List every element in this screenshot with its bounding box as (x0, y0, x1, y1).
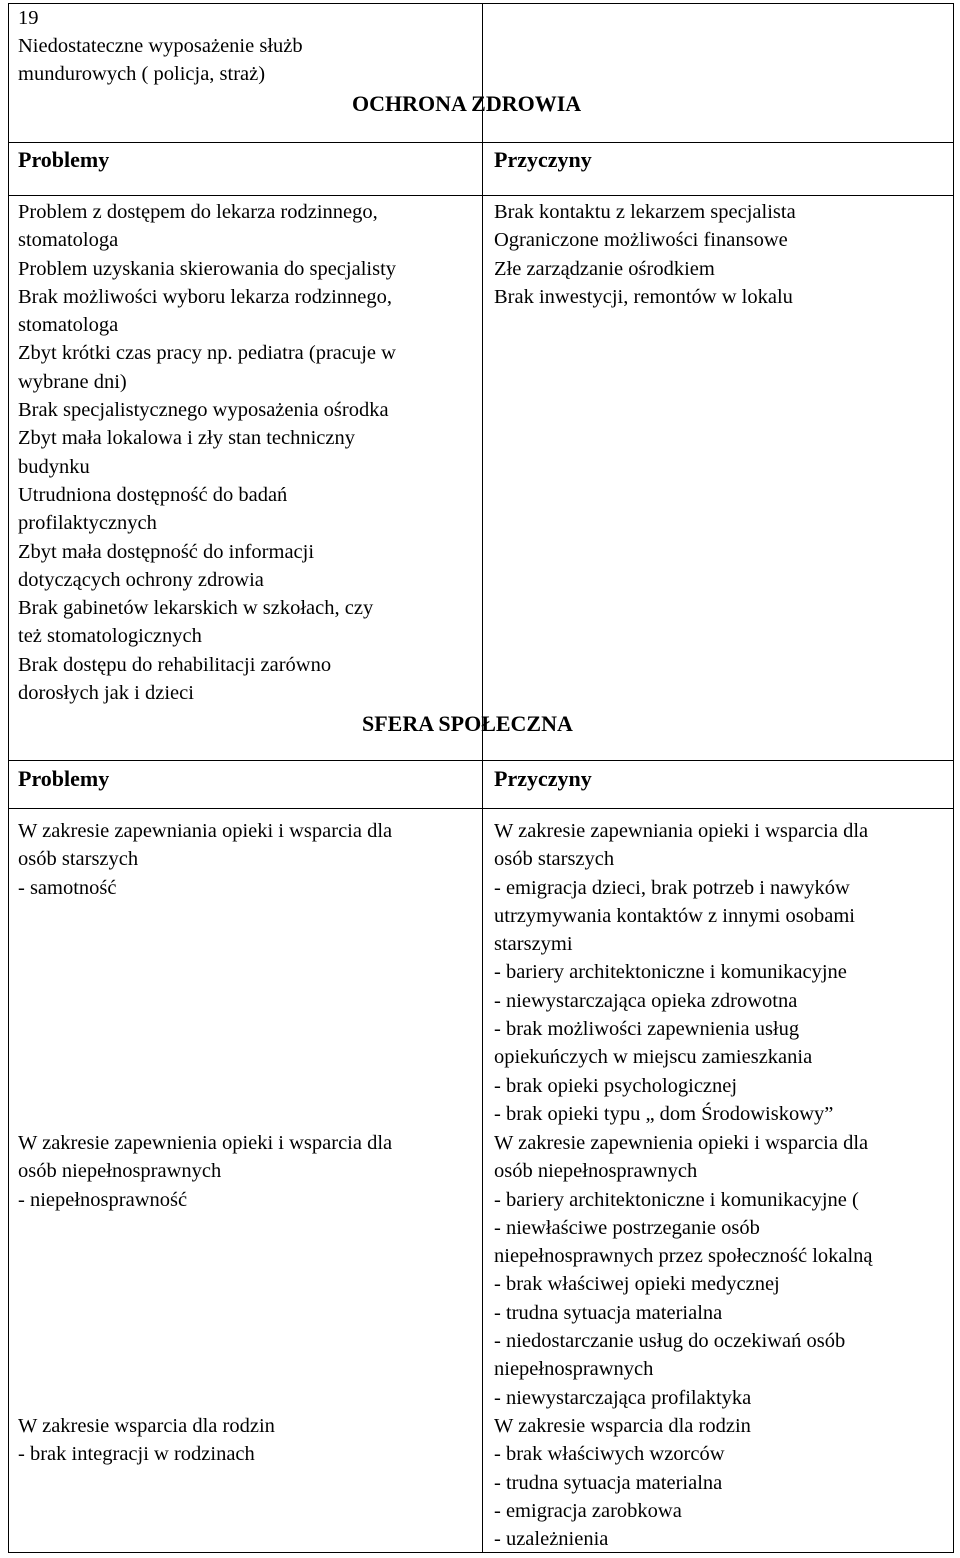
list-item: osób starszych (18, 848, 139, 871)
list-item: - bariery architektoniczne i komunikacyjne ( (494, 1188, 859, 1211)
list-item: - emigracja dzieci, brak potrzeb i nawyków (494, 876, 850, 899)
health-causes-list (494, 198, 796, 311)
list-item: utrzymywania kontaktów z innymi osobami (494, 904, 855, 927)
list-item: - emigracja zarobkowa (494, 1499, 682, 1522)
list-item: budynku (18, 455, 90, 478)
list-item: dotyczących ochrony zdrowia (18, 568, 264, 591)
list-item: Zbyt mała dostępność do informacji (18, 540, 315, 563)
row-divider-social-header (8, 808, 954, 809)
list-item: - niepełnosprawność (18, 1188, 188, 1211)
text-line: Niedostateczne wyposażenie służb (18, 35, 303, 57)
list-item: Utrudniona dostępność do badań (18, 483, 288, 506)
section-title-social: SFERA SPOŁECZNA (362, 711, 573, 736)
list-item: opiekuńczych w miejscu zamieszkania (494, 1046, 813, 1069)
list-item: Brak dostępu do rehabilitacji zarówno (18, 653, 332, 676)
text-line: mundurowych ( policja, straż) (18, 63, 266, 86)
list-item: - brak właściwych wzorców (494, 1443, 725, 1466)
list-item: starszymi (494, 933, 573, 956)
list-item: niepełnosprawnych (494, 1358, 654, 1381)
list-item: W zakresie zapewniania opieki i wsparcia dla (494, 820, 869, 842)
list-item: wybrane dni) (18, 370, 127, 393)
list-item: Problem uzyskania skierowania do specjalisty (18, 257, 397, 280)
list-item: - trudna sytuacja materialna (494, 1471, 723, 1494)
section-title-health: OCHRONA ZDROWIA (352, 91, 582, 116)
list-item: profilaktycznych (18, 512, 157, 535)
list-item: W zakresie wsparcia dla rodzin (18, 1415, 275, 1437)
list-item: Brak kontaktu z lekarzem specjalista (494, 201, 796, 223)
list-item: Złe zarządzanie ośrodkiem (494, 257, 715, 280)
list-item: osób starszych (494, 848, 615, 871)
list-item: Brak gabinetów lekarskich w szkołach, czy (18, 597, 374, 620)
list-item: osób niepełnosprawnych (18, 1160, 222, 1183)
list-item: - brak właściwej opieki medycznej (494, 1273, 780, 1296)
list-item: Problem z dostępem do lekarza rodzinnego, (18, 201, 378, 223)
row-divider-social-title (8, 760, 954, 761)
row-divider-health-title (8, 142, 954, 143)
list-item: - brak możliwości zapewnienia usług (494, 1018, 800, 1041)
list-item: Brak możliwości wyboru lekarza rodzinnego, (18, 285, 393, 308)
list-item: Brak inwestycji, remontów w lokalu (494, 285, 793, 308)
list-item: - niedostarczanie usług do oczekiwań osób (494, 1330, 846, 1353)
header-causes-social: Przyczyny (494, 766, 592, 791)
health-problems-list (18, 198, 396, 707)
list-item: - trudna sytuacja materialna (494, 1301, 723, 1324)
top-problem-text (18, 32, 303, 89)
social-families-causes (494, 1412, 751, 1553)
list-item: - bariery architektoniczne i komunikacyjne (494, 961, 847, 984)
list-item: Zbyt mała lokalowa i zły stan techniczny (18, 427, 355, 450)
list-item: W zakresie zapewnienia opieki i wsparcia dla (18, 1132, 393, 1154)
list-item: - niewystarczająca opieka zdrowotna (494, 989, 798, 1012)
list-item: osób niepełnosprawnych (494, 1160, 698, 1183)
list-item: Zbyt krótki czas pracy np. pediatra (pracuje w (18, 342, 396, 365)
list-item: - samotność (18, 876, 117, 899)
list-item: - brak opieki typu „ dom Środowiskowy” (494, 1102, 834, 1125)
row-number: 19 (18, 7, 39, 29)
header-problems-social: Problemy (18, 766, 110, 791)
list-item: Brak specjalistycznego wyposażenia ośrodka (18, 399, 389, 422)
list-item: - niewłaściwe postrzeganie osób (494, 1216, 760, 1239)
list-item: - brak integracji w rodzinach (18, 1443, 255, 1466)
list-item: - uzależnienia (494, 1528, 609, 1551)
social-elderly-causes (494, 817, 868, 1128)
header-causes-health: Przyczyny (494, 147, 592, 172)
list-item: W zakresie zapewnienia opieki i wsparcia dla (494, 1132, 869, 1154)
list-item: niepełnosprawnych przez społeczność lokalną (494, 1245, 873, 1268)
social-families-problems (18, 1412, 275, 1469)
column-divider (482, 3, 483, 1553)
social-disabled-causes (494, 1129, 873, 1412)
list-item: - brak opieki psychologicznej (494, 1074, 738, 1097)
list-item: W zakresie wsparcia dla rodzin (494, 1415, 751, 1437)
row-divider-health-header (8, 195, 954, 196)
list-item: - niewystarczająca profilaktyka (494, 1386, 752, 1409)
header-problems-health: Problemy (18, 147, 110, 172)
list-item: dorosłych jak i dzieci (18, 682, 194, 705)
list-item: stomatologa (18, 229, 119, 252)
list-item: W zakresie zapewniania opieki i wsparcia dla (18, 820, 393, 842)
list-item: Ograniczone możliwości finansowe (494, 229, 788, 252)
list-item: stomatologa (18, 314, 119, 337)
social-elderly-problems (18, 817, 392, 902)
social-disabled-problems (18, 1129, 392, 1214)
list-item: też stomatologicznych (18, 625, 202, 648)
